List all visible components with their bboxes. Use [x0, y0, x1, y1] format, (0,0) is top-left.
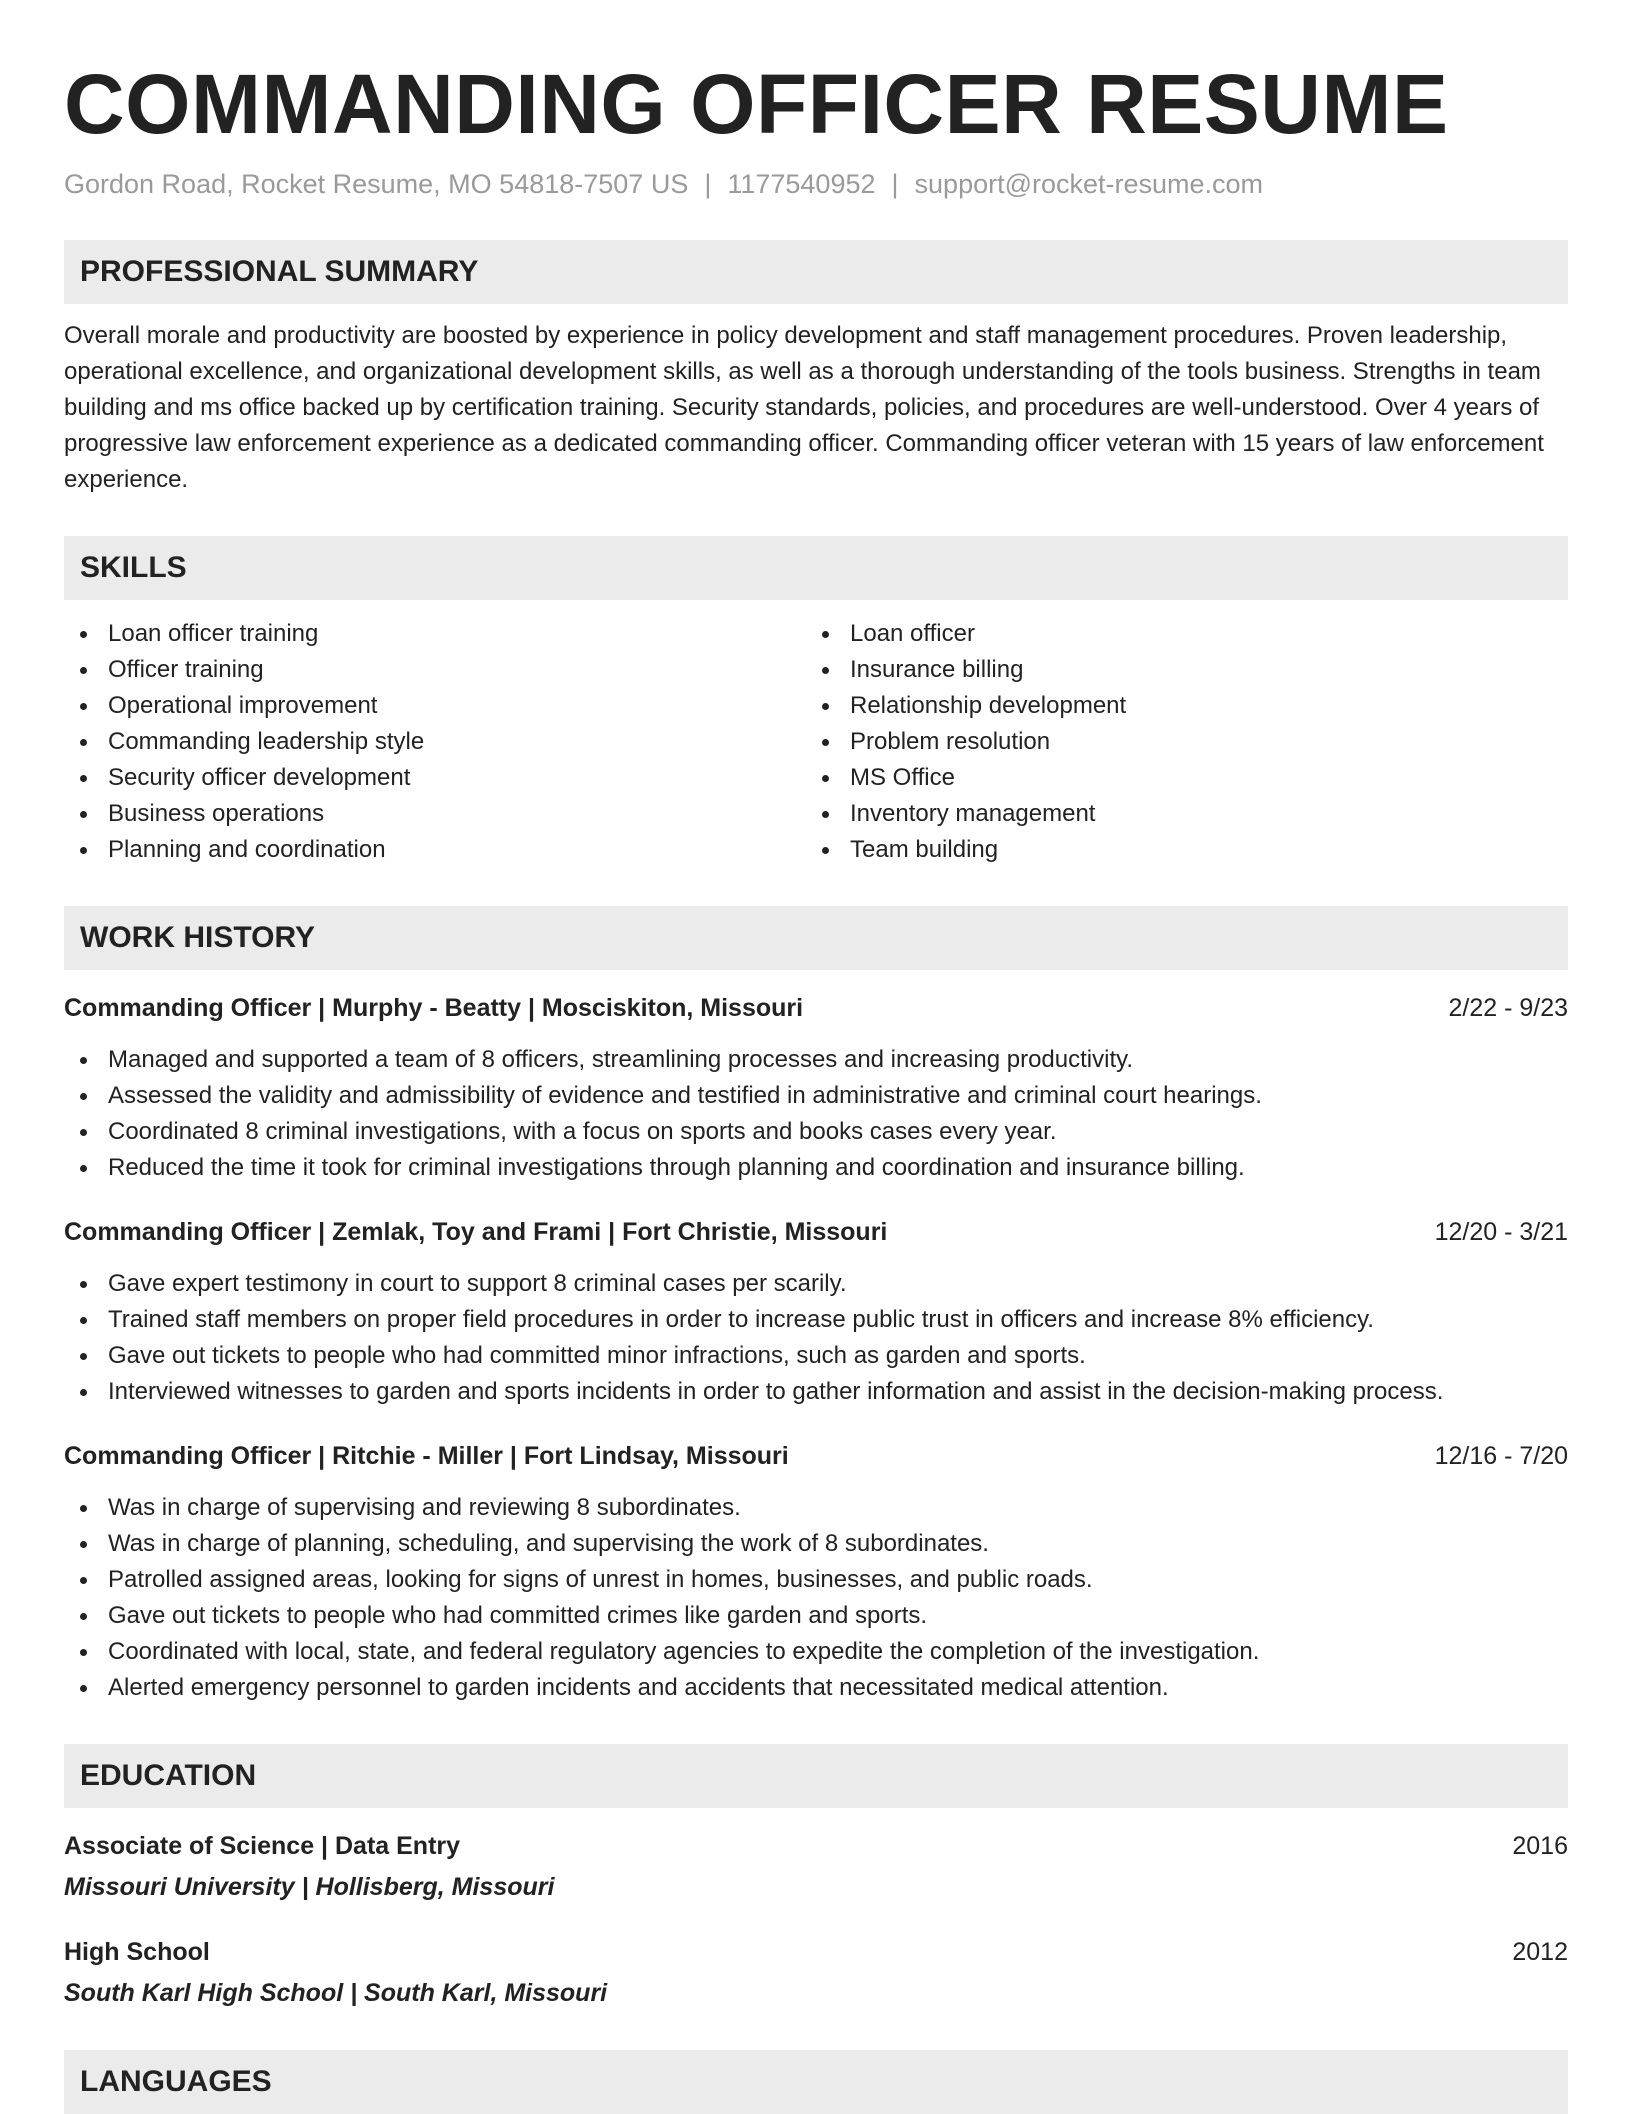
resume-title: COMMANDING OFFICER RESUME — [64, 57, 1449, 151]
job-bullets — [64, 1490, 1568, 1706]
job-bullet: Patrolled assigned areas, looking for signs of unrest in homes, businesses, and public roads. — [64, 1562, 1568, 1598]
skill-item: Officer training — [64, 652, 806, 688]
job-bullet: Alerted emergency personnel to garden incidents and accidents that necessitated medical attention. — [64, 1670, 1568, 1706]
job-title: Commanding Officer | Zemlak, Toy and Frami | Fort Christie, Missouri — [64, 1218, 888, 1246]
job-dates: 12/20 - 3/21 — [1434, 1218, 1568, 1246]
contact-email[interactable]: support@rocket-resume.com — [914, 169, 1264, 199]
education-entry — [64, 1828, 1568, 1906]
section-header-work-history: WORK HISTORY — [64, 906, 1568, 970]
education-degree: High School — [64, 1938, 210, 1966]
work-history-list — [64, 990, 1568, 1706]
contact-separator: | — [891, 169, 899, 199]
job-bullet: Reduced the time it took for criminal investigations through planning and coordination and insurance billing. — [64, 1150, 1568, 1186]
skill-item: Loan officer training — [64, 616, 806, 652]
contact-separator: | — [704, 169, 712, 199]
contact-phone: 1177540952 — [727, 169, 876, 199]
job-bullet: Was in charge of planning, scheduling, and supervising the work of 8 subordinates. — [64, 1526, 1568, 1562]
job-dates: 12/16 - 7/20 — [1434, 1442, 1568, 1470]
job-title: Commanding Officer | Ritchie - Miller | Fort Lindsay, Missouri — [64, 1442, 789, 1470]
section-header-summary: PROFESSIONAL SUMMARY — [64, 240, 1568, 304]
education-list — [64, 1828, 1568, 2012]
skill-item: MS Office — [806, 760, 1548, 796]
contact-address: Gordon Road, Rocket Resume, MO 54818-7507 US — [64, 169, 689, 199]
skill-item: Team building — [806, 832, 1548, 868]
skills-list — [64, 616, 1568, 868]
summary-text: Overall morale and productivity are boosted by experience in policy development and staff management procedures. Proven leadership, operational excellence, and organizational development skills, as well as a thorough understanding of the tools business. Strengths in team building and ms office backed up by certification training. Security standards, policies, and procedures are well-understood. Over 4 years of progressive law enforcement experience as a dedicated commanding officer. Commanding officer veteran with 15 years of law enforcement experience. — [64, 322, 1544, 493]
education-header — [64, 1934, 1568, 1970]
skill-item: Operational improvement — [64, 688, 806, 724]
job-entry — [64, 1438, 1568, 1706]
skill-item: Problem resolution — [806, 724, 1548, 760]
job-bullet: Gave out tickets to people who had committed minor infractions, such as garden and sports. — [64, 1338, 1568, 1374]
job-bullets — [64, 1266, 1568, 1410]
job-bullet: Interviewed witnesses to garden and sports incidents in order to gather information and assist in the decision-making process. — [64, 1374, 1568, 1410]
job-header — [64, 1438, 1568, 1474]
education-entry — [64, 1934, 1568, 2012]
job-bullet: Trained staff members on proper field procedures in order to increase public trust in officers and increase 8% efficiency. — [64, 1302, 1568, 1338]
job-bullet: Gave out tickets to people who had committed crimes like garden and sports. — [64, 1598, 1568, 1634]
skill-item: Planning and coordination — [64, 832, 806, 868]
job-bullet: Coordinated with local, state, and federal regulatory agencies to expedite the completion of the investigation. — [64, 1634, 1568, 1670]
skill-item: Loan officer — [806, 616, 1548, 652]
education-school: South Karl High School | South Karl, Missouri — [64, 1979, 608, 2007]
education-year: 2016 — [1512, 1832, 1568, 1860]
education-header — [64, 1828, 1568, 1864]
skill-item: Business operations — [64, 796, 806, 832]
skills-column-left — [64, 616, 806, 868]
education-degree: Associate of Science | Data Entry — [64, 1832, 461, 1860]
job-bullet: Assessed the validity and admissibility of evidence and testified in administrative and criminal court hearings. — [64, 1078, 1568, 1114]
job-bullet: Was in charge of supervising and reviewing 8 subordinates. — [64, 1490, 1568, 1526]
job-title: Commanding Officer | Murphy - Beatty | Mosciskiton, Missouri — [64, 994, 804, 1022]
job-bullet: Coordinated 8 criminal investigations, with a focus on sports and books cases every year. — [64, 1114, 1568, 1150]
section-header-skills: SKILLS — [64, 536, 1568, 600]
section-header-education: EDUCATION — [64, 1744, 1568, 1808]
education-school: Missouri University | Hollisberg, Missouri — [64, 1873, 555, 1901]
skills-column-right — [806, 616, 1548, 868]
job-entry — [64, 1214, 1568, 1410]
job-header — [64, 1214, 1568, 1250]
contact-line — [64, 166, 1568, 202]
skill-item: Relationship development — [806, 688, 1548, 724]
skill-item: Insurance billing — [806, 652, 1548, 688]
job-bullet: Managed and supported a team of 8 officers, streamlining processes and increasing productivity. — [64, 1042, 1568, 1078]
skill-item: Inventory management — [806, 796, 1548, 832]
skill-item: Security officer development — [64, 760, 806, 796]
job-bullets — [64, 1042, 1568, 1186]
section-header-languages: LANGUAGES — [64, 2050, 1568, 2114]
skill-item: Commanding leadership style — [64, 724, 806, 760]
job-entry — [64, 990, 1568, 1186]
job-bullet: Gave expert testimony in court to support 8 criminal cases per scarily. — [64, 1266, 1568, 1302]
job-header — [64, 990, 1568, 1026]
job-dates: 2/22 - 9/23 — [1448, 994, 1568, 1022]
education-year: 2012 — [1512, 1938, 1568, 1966]
